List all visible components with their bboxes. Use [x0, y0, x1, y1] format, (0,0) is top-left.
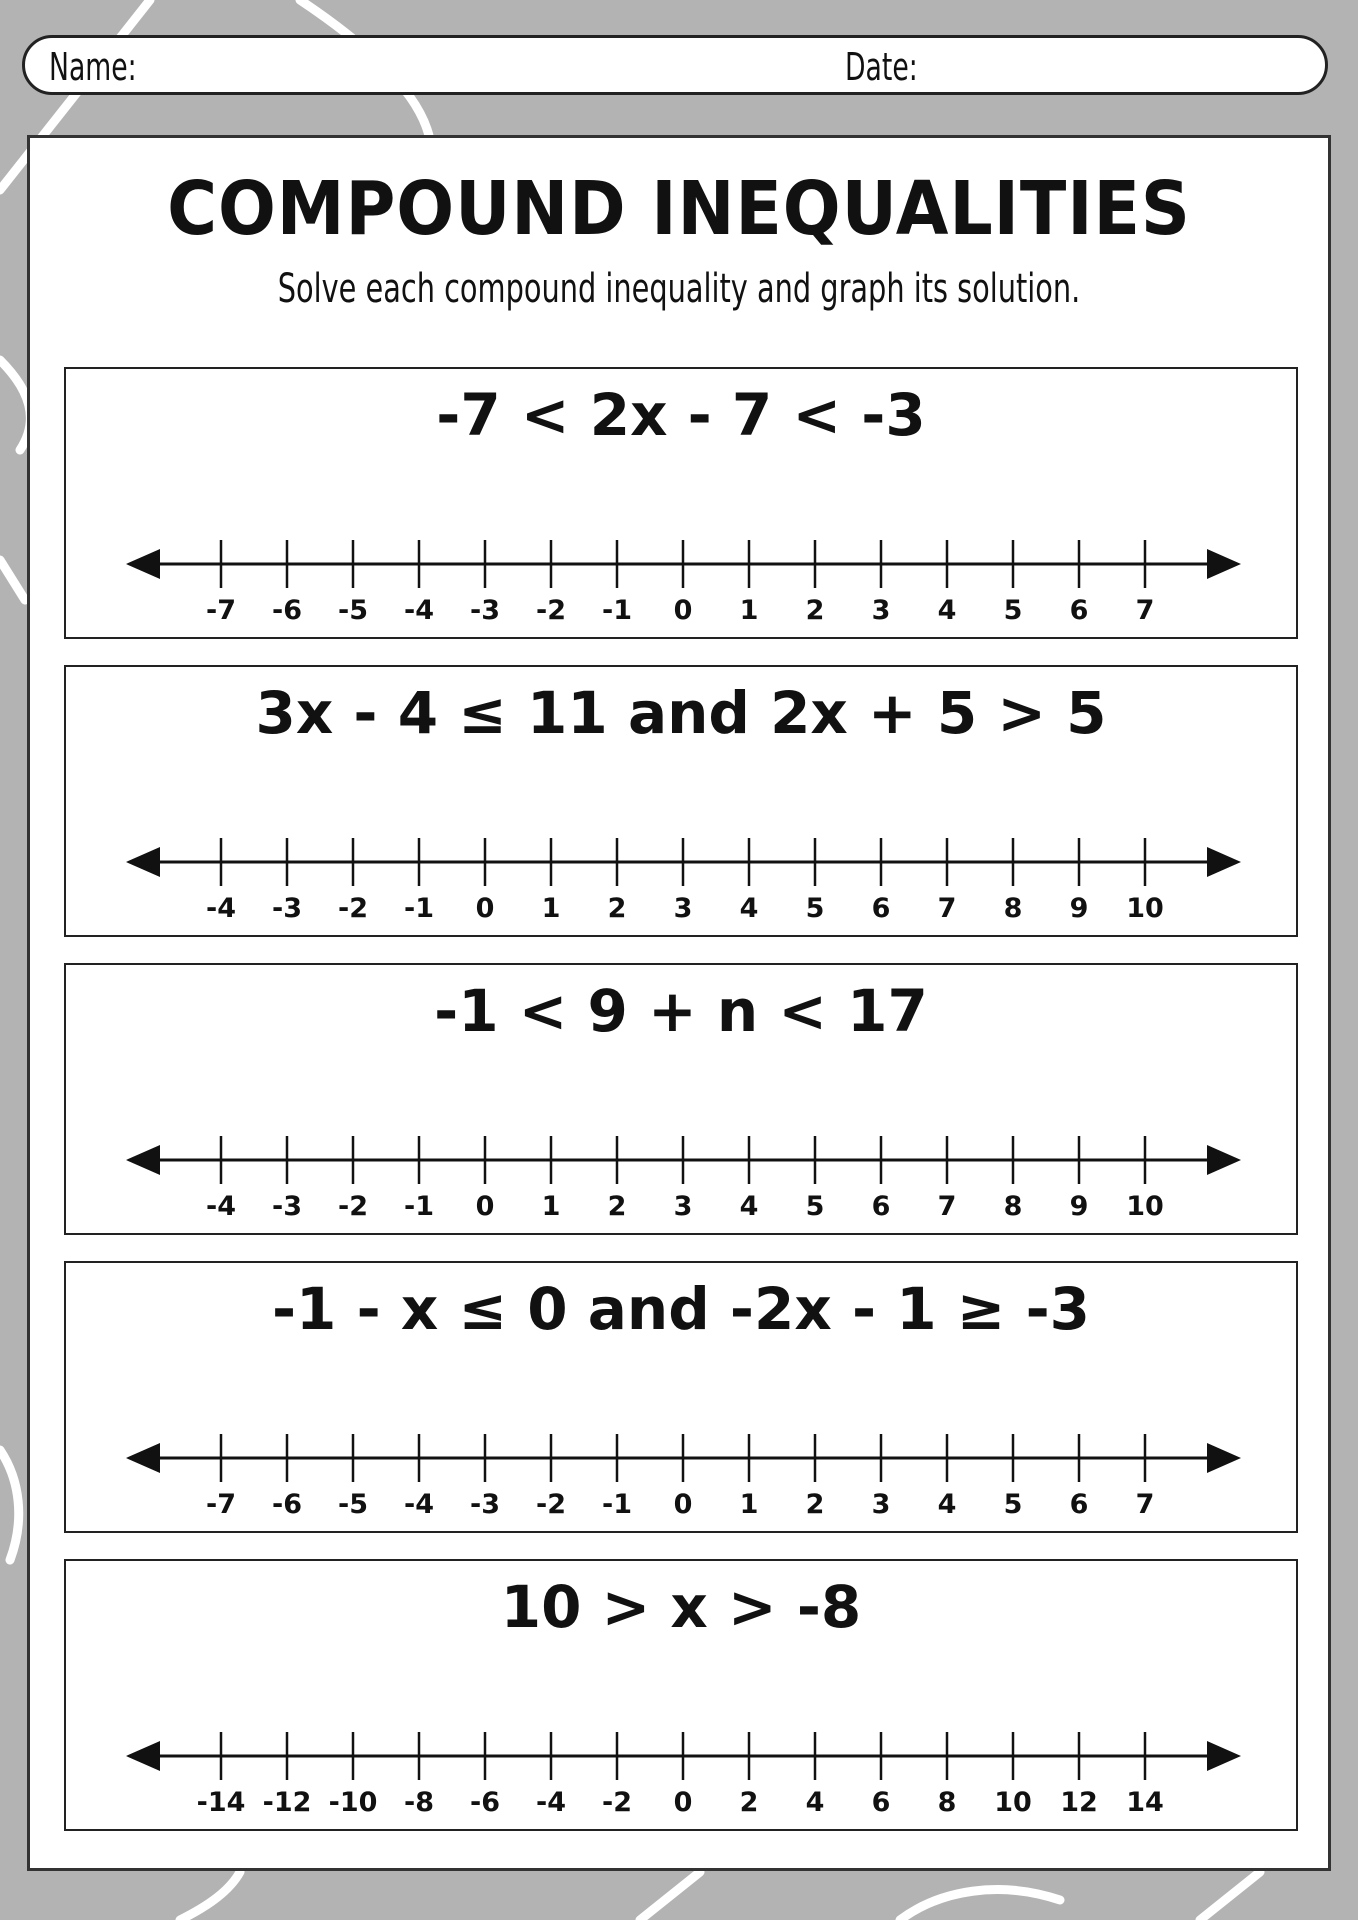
tick-label: 0 — [673, 1489, 693, 1520]
equation: 3x - 4 ≤ 11 and 2x + 5 > 5 — [255, 679, 1107, 747]
equation: -7 < 2x - 7 < -3 — [436, 381, 926, 449]
number-line[interactable] — [66, 1125, 1296, 1225]
tick-label: 0 — [673, 595, 693, 626]
tick-label: -3 — [470, 595, 500, 626]
tick-label: 8 — [937, 1787, 957, 1818]
right-arrow-icon — [1207, 847, 1241, 877]
equation: -1 < 9 + n < 17 — [434, 977, 928, 1045]
tick-label: 9 — [1069, 893, 1089, 924]
page-title: COMPOUND INEQUALITIES — [167, 166, 1191, 252]
tick-label: 12 — [1060, 1787, 1098, 1818]
problem-1 — [64, 367, 1298, 639]
tick-label: -2 — [338, 1191, 368, 1222]
tick-label: 1 — [739, 595, 759, 626]
tick-label: 6 — [871, 893, 891, 924]
tick-label: 1 — [541, 893, 561, 924]
tick-label: 0 — [475, 893, 495, 924]
tick-label: 4 — [739, 893, 759, 924]
worksheet — [27, 135, 1331, 1871]
tick-label: -12 — [262, 1787, 312, 1818]
left-arrow-icon — [126, 847, 160, 877]
right-arrow-icon — [1207, 1443, 1241, 1473]
tick-label: -4 — [206, 893, 236, 924]
tick-label: -6 — [272, 1489, 302, 1520]
tick-label: -1 — [404, 1191, 434, 1222]
tick-label: -2 — [536, 595, 566, 626]
tick-label: -3 — [272, 1191, 302, 1222]
name-label: Name: — [49, 45, 137, 89]
tick-label: 14 — [1126, 1787, 1164, 1818]
tick-label: 0 — [673, 1787, 693, 1818]
problem-5 — [64, 1559, 1298, 1831]
tick-label: -4 — [404, 595, 434, 626]
number-line[interactable] — [66, 827, 1296, 927]
tick-label: 6 — [871, 1191, 891, 1222]
tick-label: 2 — [739, 1787, 759, 1818]
tick-label: 6 — [1069, 1489, 1089, 1520]
tick-label: -2 — [536, 1489, 566, 1520]
tick-label: 7 — [1135, 595, 1155, 626]
tick-label: -1 — [602, 595, 632, 626]
tick-label: -8 — [404, 1787, 434, 1818]
tick-label: -7 — [206, 595, 236, 626]
right-arrow-icon — [1207, 1145, 1241, 1175]
tick-label: 6 — [1069, 595, 1089, 626]
tick-label: 4 — [937, 1489, 957, 1520]
left-arrow-icon — [126, 1443, 160, 1473]
tick-label: -5 — [338, 595, 368, 626]
tick-label: 7 — [937, 893, 957, 924]
date-label: Date: — [845, 45, 918, 89]
tick-label: -7 — [206, 1489, 236, 1520]
tick-label: 7 — [937, 1191, 957, 1222]
number-line[interactable] — [66, 1423, 1296, 1523]
tick-label: 0 — [475, 1191, 495, 1222]
tick-label: -3 — [272, 893, 302, 924]
tick-label: 2 — [607, 893, 627, 924]
tick-label: -4 — [206, 1191, 236, 1222]
tick-label: 8 — [1003, 1191, 1023, 1222]
tick-label: 1 — [541, 1191, 561, 1222]
left-arrow-icon — [126, 1741, 160, 1771]
tick-label: 6 — [871, 1787, 891, 1818]
tick-label: -1 — [404, 893, 434, 924]
tick-label: -6 — [272, 595, 302, 626]
right-arrow-icon — [1207, 1741, 1241, 1771]
tick-label: -1 — [602, 1489, 632, 1520]
tick-label: 4 — [805, 1787, 825, 1818]
tick-label: -2 — [338, 893, 368, 924]
left-arrow-icon — [126, 549, 160, 579]
tick-label: 3 — [871, 1489, 891, 1520]
tick-label: 5 — [805, 1191, 825, 1222]
tick-label: 5 — [1003, 1489, 1023, 1520]
problem-4 — [64, 1261, 1298, 1533]
tick-label: 5 — [1003, 595, 1023, 626]
tick-label: 8 — [1003, 893, 1023, 924]
left-arrow-icon — [126, 1145, 160, 1175]
tick-label: -3 — [470, 1489, 500, 1520]
tick-label: 3 — [673, 1191, 693, 1222]
tick-label: 2 — [805, 1489, 825, 1520]
tick-label: 1 — [739, 1489, 759, 1520]
tick-label: -14 — [196, 1787, 246, 1818]
tick-label: -5 — [338, 1489, 368, 1520]
problem-2 — [64, 665, 1298, 937]
tick-label: 3 — [673, 893, 693, 924]
tick-label: 5 — [805, 893, 825, 924]
tick-label: 2 — [805, 595, 825, 626]
tick-label: -4 — [404, 1489, 434, 1520]
tick-label: 4 — [739, 1191, 759, 1222]
instructions: Solve each compound inequality and graph its solution. — [277, 266, 1081, 312]
tick-label: 9 — [1069, 1191, 1089, 1222]
tick-label: -2 — [602, 1787, 632, 1818]
tick-label: -10 — [328, 1787, 378, 1818]
tick-label: 10 — [1126, 893, 1164, 924]
tick-label: -6 — [470, 1787, 500, 1818]
equation: 10 > x > -8 — [500, 1573, 862, 1641]
number-line[interactable] — [66, 529, 1296, 629]
tick-label: 10 — [994, 1787, 1032, 1818]
tick-label: 10 — [1126, 1191, 1164, 1222]
right-arrow-icon — [1207, 549, 1241, 579]
tick-label: 2 — [607, 1191, 627, 1222]
equation: -1 - x ≤ 0 and -2x - 1 ≥ -3 — [271, 1275, 1091, 1343]
name-date-bar — [22, 35, 1328, 95]
tick-label: -4 — [536, 1787, 566, 1818]
number-line[interactable] — [66, 1721, 1296, 1821]
tick-label: 3 — [871, 595, 891, 626]
tick-label: 7 — [1135, 1489, 1155, 1520]
problem-3 — [64, 963, 1298, 1235]
tick-label: 4 — [937, 595, 957, 626]
